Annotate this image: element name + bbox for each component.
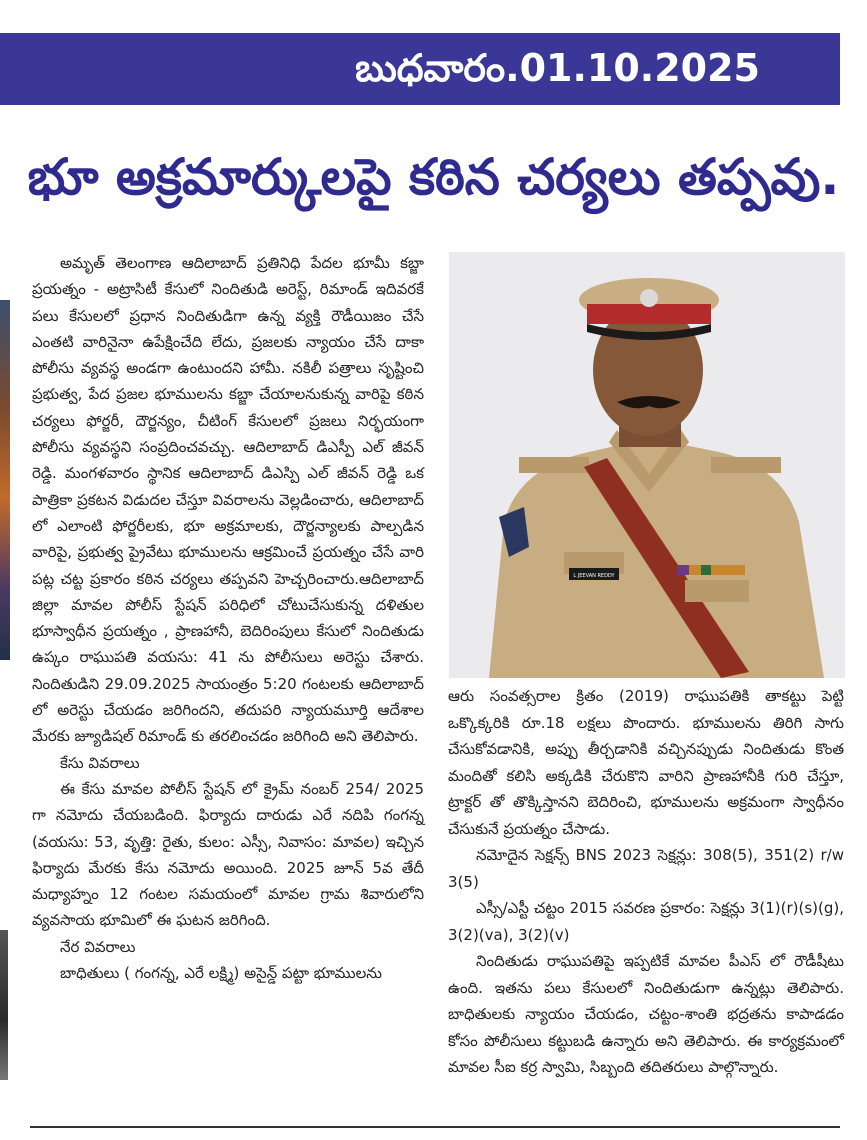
officer-photo — [449, 252, 845, 678]
bottom-divider — [30, 1126, 840, 1128]
article-paragraph: అమృత్ తెలంగాణ ఆదిలాబాద్ ప్రతినిధి పేదల భూమీ కబ్జా ప్రయత్నం - అట్రాసిటీ కేసులో నిందితుడి అరెస్ట్, రిమాండ్ ఇదివరకే పలు కేసులలో ప్రధాన నిందితుడిగా ఉన్న వ్యక్తి రౌడీయిజం చేసే ఎంతటి వారినైనా ఉపేక్షించేది లేదు, ప్రజలకు న్యాయం చేసే దాకా పోలీసు వ్యవస్థ అండగా ఉంటుందని హామీ. నకిలీ పత్రాలు సృష్టించి ప్రభుత్వ, పేద ప్రజల భూములను కబ్జా చేయాలనుకున్న వారిపై కఠిన చర్యలు ఫోర్జరీ, దౌర్జన్యం, చీటింగ్ కేసులలో ప్రజలు నిర్భయంగా పోలీసు వ్యవస్థని సంప్రదించవచ్చు. ఆదిలాబాద్ డిఎస్పీ ఎల్ జీవన్ రెడ్డి. మంగళవారం స్థానిక ఆదిలాబాద్ డిఎస్పి ఎల్ జీవన్ రెడ్డి ఒక పాత్రికా ప్రకటన విడుదల చేస్తూ వివరాలను వెల్లడించారు, ఆదిలాబాద్ లో ఎలాంటి ఫోర్జరీలకు, భూ అక్రమాలకు, దౌర్జన్యాలకు పాల్పడిన వారిపై, ప్రభుత్వ ప్రైవేటు భూములను ఆక్రమించే ప్రయత్నం చేసే వారి పట్ల చట్ట ప్రకారం కఠిన చర్యలు తప్పవని హెచ్చరించారు.ఆదిలాబాద్ జిల్లా మావల పోలీస్ స్టేషన్ పరిధిలో చోటుచేసుకున్న దళితుల భూస్వాధీన ప్రయత్నం , ప్రాణహానీ, బెదిరింపులు కేసులో నిందితుడు ఉప్కం రాఘుపతి వయసు: 41 ను పోలీసులు అరెస్టు చేశారు. నిందితుడిని 29.09.2025 సాయంత్రం 5:20 గంటలకు ఆదిలాబాద్ లో అరెస్టు చేయడం జరిగిందని, తదుపరి న్యాయమూర్తి ఆదేశాల మేరకు జ్యూడిషల్ రిమాండ్ కు తరలించడం జరిగింది అని తెలిపారు. — [32, 254, 424, 746]
article-column-right — [448, 683, 844, 1081]
article-column-left — [32, 250, 424, 986]
subheading-case-details: కేసు వివరాలు — [60, 753, 140, 772]
article-paragraph: ఆరు సంవత్సరాల క్రితం (2019) రాఘుపతికి తాకట్టు పెట్టి ఒక్కొక్కరికి రూ.18 లక్షలు పొందారు. భూములను తిరిగి సాగు చేసుకోవడానికి, అప్పు తీర్చడానికి వచ్చినప్పుడు నిందితుడు కొంత మందితో కలిసి అక్కడికి చేరుకొని వారిని ప్రాణహానీకి గురి చేస్తూ, ట్రాక్టర్ తో తొక్కిస్తానని బెదిరించి, భూములను అక్రమంగా స్వాధీనం చేసుకునే ప్రయత్నం చేసాడు. — [448, 687, 844, 838]
adjacent-photo-edge — [0, 300, 10, 660]
date-banner — [0, 33, 840, 105]
name-plate: L JEEVAN REDDY — [573, 573, 615, 579]
article-paragraph: బాధితులు ( గంగన్న, ఎరే లక్ష్మి) అసైన్డ్ పట్టా భూములను — [60, 964, 382, 983]
subheading-crime-details: నేర వివరాలు — [60, 937, 136, 956]
sections-bns: నమోదైన సెక్షన్స్ BNS 2023 సెక్షన్లు: 308(5), 351(2) r/w 3(5) — [448, 846, 844, 891]
issue-date: బుధవారం.01.10.2025 — [355, 46, 760, 90]
headline: భూ అక్రమార్కులపై కఠిన చర్యలు తప్పవు. — [27, 148, 840, 206]
article-paragraph: ఈ కేసు మావల పోలీస్ స్టేషన్ లో క్రైమ్ నంబర్ 254/ 2025 గా నమోదు చేయబడింది. ఫిర్యాదు దారుడు ఎరే నదిపి గంగన్న (వయసు: 53, వృత్తి: రైతు, కులం: ఎస్సీ, నివాసం: మావల) ఇచ్చిన ఫిర్యాదు మేరకు కేసు నమోదు అయింది. 2025 జూన్ 5వ తేదీ మధ్యాహ్నం 12 గంటల సమయంలో మావల గ్రామ శివారులోని వ్యవసాయ భూమిలో ఈ ఘటన జరిగింది. — [32, 779, 424, 930]
sections-sc-st-act: ఎస్సీ/ఎస్టీ చట్టం 2015 సవరణ ప్రకారం: సెక్షన్లు 3(1)(r)(s)(g), 3(2)(va), 3(2)(v) — [448, 899, 844, 944]
article-paragraph: నిందితుడు రాఘుపతిపై ఇప్పటికే మావల పీఎస్ లో రౌడీషీటు ఉంది. ఇతను పలు కేసులలో నిందితుడుగా ఉన్నట్లు తెలిపారు. బాధితులకు న్యాయం చేయడం, చట్టం-శాంతి భద్రతను కాపాడడం కోసం పోలీసులు కట్టుబడి ఉన్నారు అని తెలిపారు. ఈ కార్యక్రమంలో మావల సీఐ కర్ర స్వామి, సిబ్బంది తదితరులు పాల్గొన్నారు. — [448, 952, 844, 1076]
adjacent-photo-edge-lower — [0, 930, 8, 1080]
